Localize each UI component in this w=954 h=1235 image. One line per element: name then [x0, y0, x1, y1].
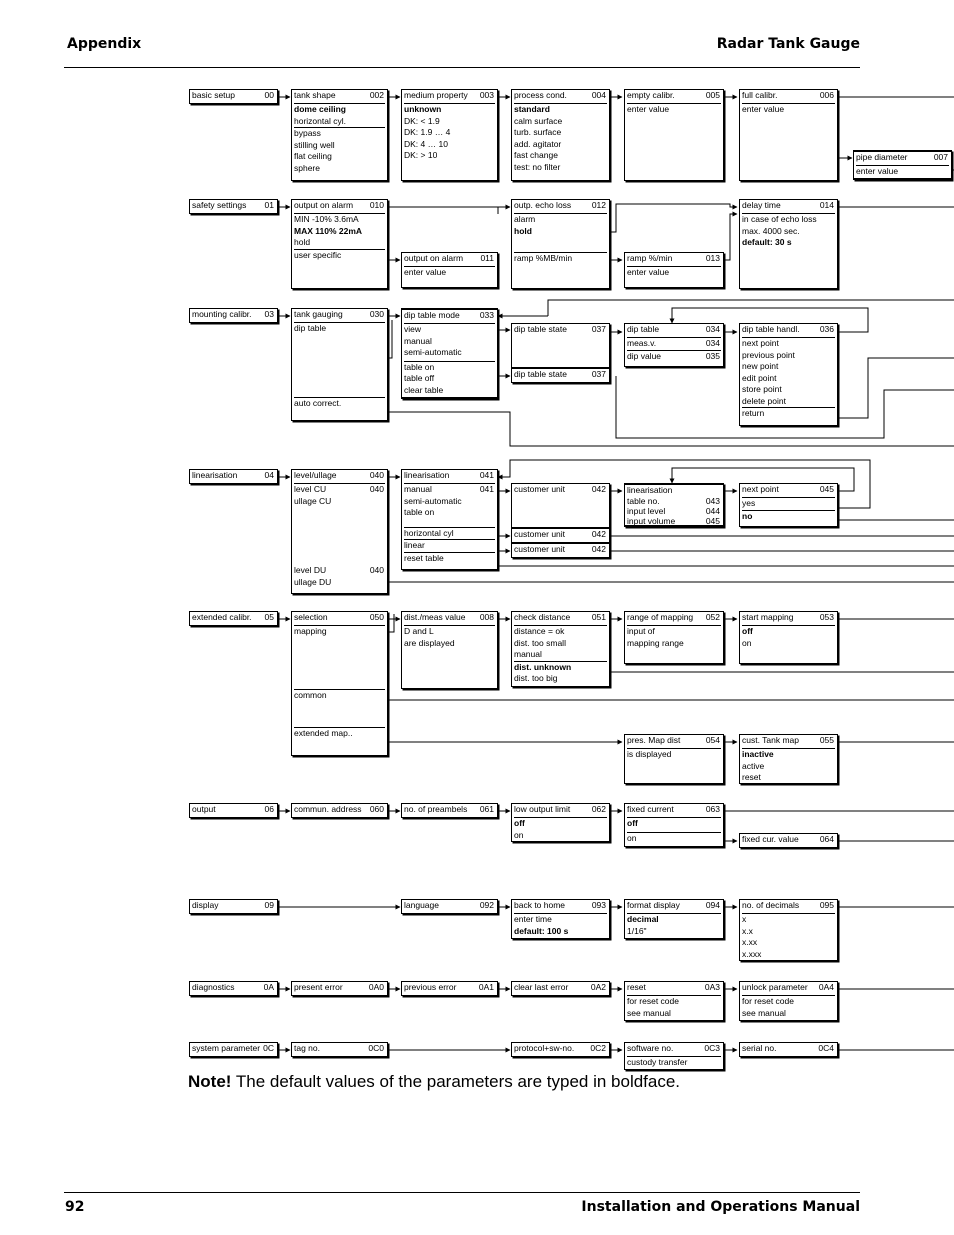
box-code: 014	[819, 200, 834, 210]
option: dist. too big	[514, 673, 558, 683]
box-code: 093	[591, 900, 606, 910]
box-title: selection	[294, 612, 328, 622]
box-title: dip table state	[514, 369, 567, 379]
option: stilling well	[294, 139, 335, 150]
option: ullage CU	[294, 495, 332, 506]
param-box-linearisation-table[interactable]	[624, 483, 724, 527]
box-code: 0C3	[704, 1043, 720, 1053]
option-code: 044	[705, 506, 720, 516]
option: distance = ok	[514, 626, 565, 636]
box-code: 0A2	[590, 982, 606, 992]
option-default: default: 100 s	[514, 925, 569, 936]
param-box-unlock-parameter[interactable]	[739, 981, 838, 1021]
box-code: 005	[705, 90, 720, 100]
option-code: 034	[705, 338, 720, 348]
box-title: basic setup	[192, 90, 235, 100]
menu-box-output[interactable]	[189, 803, 278, 818]
box-code: 0A3	[704, 982, 720, 992]
box-title: ramp %/min	[627, 253, 673, 263]
option: yes	[742, 498, 756, 508]
box-title: start mapping	[742, 612, 794, 622]
param-box-selection[interactable]	[291, 611, 388, 756]
box-code: 04	[264, 470, 274, 480]
option: flat ceiling	[294, 151, 332, 161]
box-title: dip table handl.	[742, 324, 800, 334]
box-code: 003	[479, 90, 494, 100]
param-box-level-ullage[interactable]	[291, 469, 388, 594]
box-title: no. of decimals	[742, 900, 800, 910]
box-code: 012	[591, 200, 606, 210]
param-box-reset[interactable]	[624, 981, 724, 1021]
box-title: dip table	[627, 324, 660, 334]
box-code: 042	[591, 544, 606, 554]
option: x.xx	[742, 937, 758, 947]
option: previous point	[742, 349, 795, 360]
box-title: system parameter	[192, 1043, 261, 1053]
option-default: no	[742, 510, 753, 521]
box-code: 041	[479, 470, 494, 480]
box-code: 05	[264, 612, 274, 622]
box-code: 037	[591, 369, 606, 379]
option: hold	[294, 237, 311, 247]
option: horizontal cyl	[404, 527, 454, 538]
option: clear table	[404, 384, 444, 395]
option: manual	[404, 335, 432, 346]
option: ullage DU	[294, 576, 332, 587]
option: input of	[627, 626, 655, 636]
box-code: 092	[479, 900, 494, 910]
option: are displayed	[404, 637, 455, 648]
box-title: tank gauging	[294, 309, 343, 319]
param-box-check-distance[interactable]	[511, 611, 610, 687]
box-title: tank shape	[294, 90, 336, 100]
box-code: 0C2	[590, 1043, 606, 1053]
option-code: 035	[705, 350, 720, 361]
option: dip table	[294, 323, 327, 333]
box-code: 061	[479, 804, 494, 814]
box-code: 004	[591, 90, 606, 100]
option: table on	[404, 507, 435, 517]
param-box-medium-property[interactable]	[401, 89, 498, 181]
option: MIN -10% 3.6mA	[294, 214, 359, 224]
option: DK: < 1.9	[404, 115, 440, 126]
option: for reset code	[742, 996, 794, 1006]
option: add. agitator	[514, 138, 562, 149]
option: input level	[627, 506, 666, 516]
box-code: 095	[819, 900, 834, 910]
param-box-clear-last-error[interactable]	[511, 981, 610, 996]
option-default: MAX 110% 22mA	[294, 225, 363, 236]
box-code: 03	[264, 309, 274, 319]
option: calm surface	[514, 115, 563, 126]
option: horizontal cyl.	[294, 115, 346, 126]
box-title: present error	[294, 982, 343, 992]
option: 1/16"	[627, 925, 647, 936]
param-box-dip-table-handl[interactable]	[739, 323, 838, 426]
note-body: The default values of the parameters are typed in boldface.	[231, 1072, 681, 1091]
param-box-output-on-alarm[interactable]	[291, 199, 388, 289]
box-title: commun. address	[294, 804, 362, 814]
box-code: 0A4	[818, 982, 834, 992]
option: max. 4000 sec.	[742, 225, 800, 236]
box-title: empty calibr.	[627, 90, 675, 100]
menu-box-mounting-calibr[interactable]	[189, 308, 278, 323]
box-title: extended calibr.	[192, 612, 252, 622]
box-title: cust. Tank map	[742, 735, 800, 745]
menu-box-system-parameter[interactable]	[189, 1042, 278, 1057]
box-code: 00	[264, 90, 274, 100]
footer-title: Installation and Operations Manual	[581, 1199, 860, 1215]
note-label: Note!	[188, 1072, 232, 1091]
param-box-dip-table-state-2[interactable]	[511, 368, 610, 383]
box-title: pipe diameter	[856, 152, 908, 162]
box-code: 0A1	[478, 982, 494, 992]
param-box-protocol-sw-no[interactable]	[511, 1042, 610, 1057]
option: edit point	[742, 372, 777, 383]
box-title: linearisation	[192, 470, 238, 480]
option-code: 040	[369, 484, 384, 494]
box-code: 042	[591, 484, 606, 494]
box-title: range of mapping	[627, 612, 694, 622]
option-code: 040	[369, 565, 384, 575]
option-default: off	[514, 818, 525, 828]
box-code: 0C4	[818, 1043, 834, 1053]
box-title: dip table state	[514, 324, 567, 334]
option: user specific	[294, 249, 342, 260]
box-code: 054	[705, 735, 720, 745]
option-default: unknown	[404, 104, 442, 114]
box-code: 002	[369, 90, 384, 100]
box-title: previous error	[404, 982, 457, 992]
option: common	[294, 689, 327, 700]
box-code: 037	[591, 324, 606, 334]
header-title: Radar Tank Gauge	[716, 36, 860, 52]
box-code: 008	[479, 612, 494, 622]
option: turb. surface	[514, 127, 562, 137]
option: level CU	[294, 484, 327, 494]
param-box-tag-no[interactable]	[291, 1042, 388, 1057]
option-default: dist. unknown	[514, 661, 572, 672]
option-code: 041	[479, 484, 494, 494]
param-box-dist-meas-value[interactable]	[401, 611, 498, 689]
option: test: no filter	[514, 161, 561, 172]
option: enter value	[627, 104, 670, 114]
param-box-dip-table-mode[interactable]	[401, 308, 498, 399]
box-title: unlock parameter	[742, 982, 808, 992]
header-section: Appendix	[67, 36, 142, 52]
param-box-language[interactable]	[401, 899, 498, 914]
option-default: off	[627, 818, 638, 828]
option-default: hold	[514, 225, 532, 236]
box-title: medium property	[404, 90, 468, 100]
box-code: 0A	[263, 982, 274, 992]
option: in case of echo loss	[742, 214, 817, 224]
option: for reset code	[627, 996, 679, 1006]
option: dip value	[627, 350, 662, 361]
box-code: 045	[819, 484, 834, 494]
box-title: check distance	[514, 612, 571, 622]
option: semi-automatic	[404, 347, 462, 357]
box-code: 013	[705, 253, 720, 263]
box-code: 094	[705, 900, 720, 910]
option: x.xxx	[742, 948, 762, 959]
option-code: 045	[705, 516, 720, 526]
param-box-pres-map-dist[interactable]	[624, 734, 724, 784]
param-box-no-of-decimals[interactable]	[739, 899, 838, 961]
option: ramp %MB/min	[514, 253, 573, 263]
box-title: serial no.	[742, 1043, 777, 1053]
param-box-cust-tank-map[interactable]	[739, 734, 838, 784]
option: custody transfer	[627, 1057, 688, 1067]
box-title: output on alarm	[404, 253, 464, 263]
param-box-process-cond[interactable]	[511, 89, 610, 181]
option: x	[742, 914, 747, 924]
param-box-customer-unit-2[interactable]	[511, 528, 610, 543]
param-box-pipe-diameter[interactable]	[853, 150, 952, 180]
param-box-customer-unit-3[interactable]	[511, 543, 610, 558]
box-title: low output limit	[514, 804, 571, 814]
menu-box-diagnostics[interactable]	[189, 981, 278, 996]
option: bypass	[294, 128, 321, 138]
note-text	[188, 1072, 680, 1092]
option: see manual	[742, 1007, 786, 1018]
box-title: no. of preambels	[404, 804, 468, 814]
param-box-dip-table-state[interactable]	[511, 323, 610, 368]
param-box-tank-shape[interactable]	[291, 89, 388, 181]
box-code: 036	[819, 324, 834, 334]
box-title: back to home	[514, 900, 566, 910]
box-title: software no.	[627, 1043, 674, 1053]
option: fast change	[514, 150, 558, 160]
box-code: 06	[264, 804, 274, 814]
menu-box-safety-settings[interactable]	[189, 199, 278, 214]
menu-box-basic-setup[interactable]	[189, 89, 278, 104]
param-box-tank-gauging[interactable]	[291, 308, 388, 421]
box-title: diagnostics	[192, 982, 235, 992]
box-code: 006	[819, 90, 834, 100]
box-code: 0C0	[368, 1043, 384, 1053]
param-box-ramp[interactable]	[624, 252, 724, 288]
option: linear	[404, 540, 425, 550]
param-box-next-point[interactable]	[739, 483, 838, 527]
option: active	[742, 760, 765, 771]
option: auto correct.	[294, 397, 342, 408]
option-default: default: 30 s	[742, 237, 792, 247]
option: reset	[742, 772, 761, 782]
box-code: 060	[369, 804, 384, 814]
param-box-serial-no[interactable]	[739, 1042, 838, 1057]
box-title: format display	[627, 900, 680, 910]
box-title: next point	[742, 484, 779, 494]
box-code: 007	[933, 152, 948, 162]
option: on	[514, 829, 524, 840]
box-title: dist./meas value	[404, 612, 466, 622]
box-code: 0A0	[368, 982, 384, 992]
param-box-format-display[interactable]	[624, 899, 724, 939]
box-title: linearisation	[627, 485, 673, 495]
box-code: 011	[480, 253, 494, 263]
option: semi-automatic	[404, 495, 462, 506]
box-title: customer unit	[514, 529, 566, 539]
box-title: customer unit	[514, 484, 566, 494]
option: on	[742, 637, 752, 648]
param-box-outp-echo-loss[interactable]	[511, 199, 610, 289]
param-box-present-error[interactable]	[291, 981, 388, 996]
option: manual	[514, 649, 542, 659]
box-title: customer unit	[514, 544, 566, 554]
box-title: output on alarm	[294, 200, 354, 210]
box-title: fixed cur. value	[742, 834, 799, 844]
option: reset table	[404, 552, 444, 563]
option: on	[627, 832, 637, 843]
box-code: 030	[369, 309, 384, 319]
option: return	[742, 408, 765, 418]
option: mapping	[294, 626, 327, 636]
box-title: protocol+sw-no.	[514, 1043, 575, 1053]
option: view	[404, 324, 422, 334]
option: extended map..	[294, 728, 353, 738]
option-default: decimal	[627, 914, 659, 924]
option: manual	[404, 484, 432, 494]
box-title: delay time	[742, 200, 781, 210]
box-title: mounting calibr.	[192, 309, 252, 319]
param-box-fixed-cur-value[interactable]	[739, 833, 838, 848]
box-code: 09	[264, 900, 274, 910]
option: meas.v.	[627, 338, 657, 348]
option: store point	[742, 384, 782, 394]
option: DK: > 10	[404, 150, 438, 160]
option: sphere	[294, 162, 320, 173]
box-code: 055	[819, 735, 834, 745]
option: table on	[404, 361, 435, 372]
box-title: language	[404, 900, 439, 910]
box-title: pres. Map dist	[627, 735, 681, 745]
box-title: full calibr.	[742, 90, 778, 100]
box-code: 052	[705, 612, 720, 622]
box-code: 063	[705, 804, 720, 814]
option-default: off	[742, 626, 753, 636]
box-title: safety settings	[192, 200, 247, 210]
param-box-empty-calibr[interactable]	[624, 89, 724, 181]
menu-box-extended-calibr[interactable]	[189, 611, 278, 626]
option: enter value	[856, 166, 899, 176]
box-title: dip table mode	[404, 310, 460, 320]
box-title: process cond.	[514, 90, 567, 100]
box-title: level/ullage	[294, 470, 337, 480]
box-title: clear last error	[514, 982, 569, 992]
box-title: fixed current	[627, 804, 674, 814]
box-code: 010	[369, 200, 384, 210]
option: see manual	[627, 1007, 671, 1018]
footer-rule	[64, 1192, 860, 1193]
option: enter value	[627, 267, 670, 277]
box-code: 034	[705, 324, 720, 334]
box-code: 040	[369, 470, 384, 480]
param-box-range-of-mapping[interactable]	[624, 611, 724, 664]
param-box-delay-time[interactable]	[739, 199, 838, 289]
param-box-no-of-preambels[interactable]	[401, 803, 498, 818]
box-title: linearisation	[404, 470, 450, 480]
box-code: 062	[591, 804, 606, 814]
box-code: 064	[819, 834, 834, 844]
box-code: 042	[591, 529, 606, 539]
param-box-commun-address[interactable]	[291, 803, 388, 818]
param-box-dip-table[interactable]	[624, 323, 724, 367]
box-code: 033	[479, 310, 494, 320]
box-code: 01	[264, 200, 274, 210]
box-code: 0C	[263, 1043, 274, 1053]
menu-box-display[interactable]	[189, 899, 278, 914]
param-box-full-calibr[interactable]	[739, 89, 838, 181]
param-box-linearisation[interactable]	[401, 469, 498, 570]
option: level DU	[294, 565, 327, 575]
option-default: inactive	[742, 749, 774, 759]
box-title: display	[192, 900, 219, 910]
param-box-low-output-limit[interactable]	[511, 803, 610, 842]
param-box-output-on-alarm-value[interactable]	[401, 252, 498, 288]
param-box-start-mapping[interactable]	[739, 611, 838, 664]
box-title: tag no.	[294, 1043, 320, 1053]
option-code: 043	[705, 496, 720, 506]
option: dist. too small	[514, 637, 566, 648]
param-box-fixed-current[interactable]	[624, 803, 724, 847]
box-title: outp. echo loss	[514, 200, 572, 210]
option: next point	[742, 338, 779, 348]
option: table no.	[627, 496, 660, 506]
option: mapping range	[627, 637, 684, 648]
option: enter time	[514, 914, 552, 924]
box-code: 051	[591, 612, 606, 622]
option-default: dome ceiling	[294, 104, 346, 114]
option: delete point	[742, 395, 786, 406]
box-code: 050	[369, 612, 384, 622]
param-box-previous-error[interactable]	[401, 981, 498, 996]
param-box-software-no[interactable]	[624, 1042, 724, 1070]
option: enter value	[404, 267, 447, 277]
option-default: standard	[514, 104, 550, 114]
option: is displayed	[627, 749, 672, 759]
box-title: output	[192, 804, 216, 814]
param-box-back-to-home[interactable]	[511, 899, 610, 939]
page-number: 92	[65, 1199, 85, 1215]
option: D and L	[404, 626, 434, 636]
option: DK: 1.9 … 4	[404, 127, 451, 137]
option: x.x	[742, 925, 753, 936]
option: DK: 4 … 10	[404, 138, 448, 149]
option: enter value	[742, 104, 785, 114]
box-code: 053	[819, 612, 834, 622]
option: table off	[404, 373, 435, 383]
option: input volume	[627, 516, 676, 526]
option: alarm	[514, 214, 536, 224]
menu-box-linearisation[interactable]	[189, 469, 278, 484]
param-box-customer-unit[interactable]	[511, 483, 610, 528]
box-title: reset	[627, 982, 646, 992]
option: new point	[742, 361, 779, 371]
